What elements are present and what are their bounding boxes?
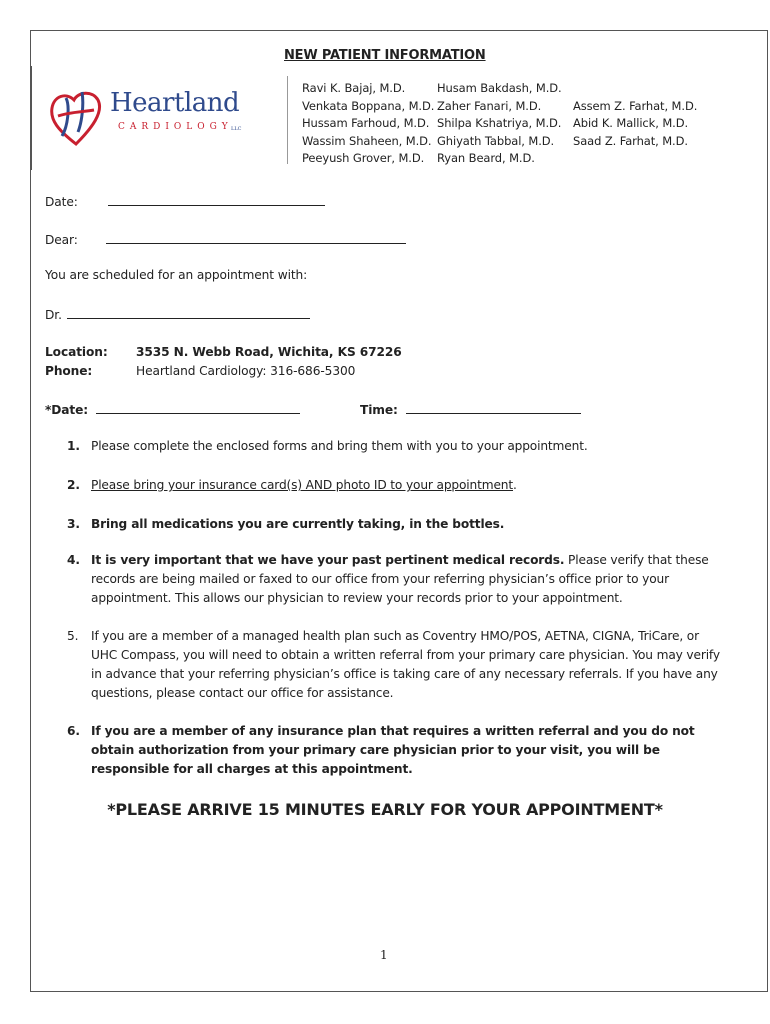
date-row	[45, 193, 325, 209]
doctor-field[interactable]	[67, 306, 310, 319]
physician-name: Venkata Boppana, M.D.	[302, 98, 435, 113]
item-text: Please complete the enclosed forms and bring them with you to your appointment.	[91, 439, 588, 453]
physician-name: Zaher Fanari, M.D.	[437, 98, 542, 113]
time-label: Time:	[360, 403, 398, 417]
item-number: 3.	[67, 517, 80, 531]
physician-name: Shilpa Kshatriya, M.D.	[437, 116, 562, 131]
physician-divider	[287, 76, 288, 164]
item-text-bold: It is very important that we have your past pertinent medical records.	[91, 553, 565, 567]
item-text: Please bring your insurance card(s) AND photo ID to your appointment	[91, 478, 514, 492]
physician-name: Husam Bakdash, M.D.	[437, 81, 562, 95]
instruction-item-5	[67, 627, 722, 703]
time-field[interactable]	[406, 401, 581, 414]
physician-name: Assem Z. Farhat, M.D.	[573, 98, 698, 113]
instruction-item-4	[67, 551, 722, 608]
item-number: 4.	[67, 553, 80, 567]
physician-column-1	[302, 80, 434, 168]
item-text: If you are a member of a managed health plan such as Coventry HMO/POS, AETNA, CIGNA, TriCare, or UHC Compass, you will need to obtain a written referral from your primary care physician. You may verify in advance that your referring physician’s office is taking care of any necessary referrals. If you have any questions, please contact our office for assistance.	[91, 629, 720, 700]
dear-field[interactable]	[106, 231, 406, 244]
location-value: 3535 N. Webb Road, Wichita, KS 67226	[136, 345, 402, 359]
physician-name: Peeyush Grover, M.D.	[302, 151, 425, 166]
left-edge-line	[30, 66, 32, 170]
item-text: If you are a member of any insurance plan that requires a written referral and you do not obtain authorization from your primary care physician prior to your visit, you will be responsible for all charges at this appointment.	[91, 724, 695, 776]
phone-label: Phone:	[45, 364, 93, 378]
appointment-date-field[interactable]	[96, 401, 300, 414]
item-text-end: .	[513, 478, 517, 492]
item-number: 6.	[67, 724, 80, 738]
page-title: NEW PATIENT INFORMATION	[284, 48, 486, 63]
page-border	[30, 30, 768, 992]
phone-value: Heartland Cardiology: 316-686-5300	[136, 364, 356, 378]
item-number: 5.	[67, 629, 79, 643]
logo-suffix: LLC	[231, 126, 242, 132]
appointment-date-label: *Date:	[45, 403, 89, 417]
dear-row	[45, 231, 406, 247]
item-number: 2.	[67, 478, 80, 492]
item-number: 1.	[67, 439, 80, 453]
doctor-row	[45, 306, 310, 322]
scheduled-text: You are scheduled for an appointment with:	[45, 268, 308, 282]
physician-name: Abid K. Mallick, M.D.	[573, 116, 689, 131]
appointment-date-row	[45, 401, 300, 417]
physician-name: Saad Z. Farhat, M.D.	[573, 133, 688, 148]
physician-column-3	[573, 98, 697, 151]
location-label: Location:	[45, 345, 108, 359]
logo-sub: CARDIOLOGY	[118, 122, 233, 132]
heartland-logo	[48, 86, 248, 148]
page-number: 1	[380, 948, 388, 962]
instruction-item-2	[67, 476, 722, 495]
instruction-item-3	[67, 515, 722, 534]
physician-name: Ghiyath Tabbal, M.D.	[437, 133, 555, 148]
arrive-early-notice: *PLEASE ARRIVE 15 MINUTES EARLY FOR YOUR APPOINTMENT*	[107, 800, 663, 819]
physician-name: Ravi K. Bajaj, M.D.	[302, 81, 406, 95]
item-text: Please verify that these records are being mailed or faxed to our office from your referring physician’s office prior to your appointment. This allows our physician to review your records prior to your appointment.	[91, 553, 709, 605]
doctor-label: Dr.	[45, 308, 62, 322]
date-field[interactable]	[108, 193, 325, 206]
logo-name: Heartland	[110, 88, 240, 118]
instruction-item-1	[67, 437, 722, 456]
dear-label: Dear:	[45, 233, 78, 247]
physician-name: Wassim Shaheen, M.D.	[302, 133, 432, 148]
physician-name: Hussam Farhoud, M.D.	[302, 116, 430, 131]
instruction-item-6	[67, 722, 722, 779]
time-row	[360, 401, 581, 417]
physician-column-2	[437, 80, 562, 168]
date-label: Date:	[45, 195, 78, 209]
physician-name: Ryan Beard, M.D.	[437, 151, 535, 166]
item-text: Bring all medications you are currently taking, in the bottles.	[91, 517, 505, 531]
